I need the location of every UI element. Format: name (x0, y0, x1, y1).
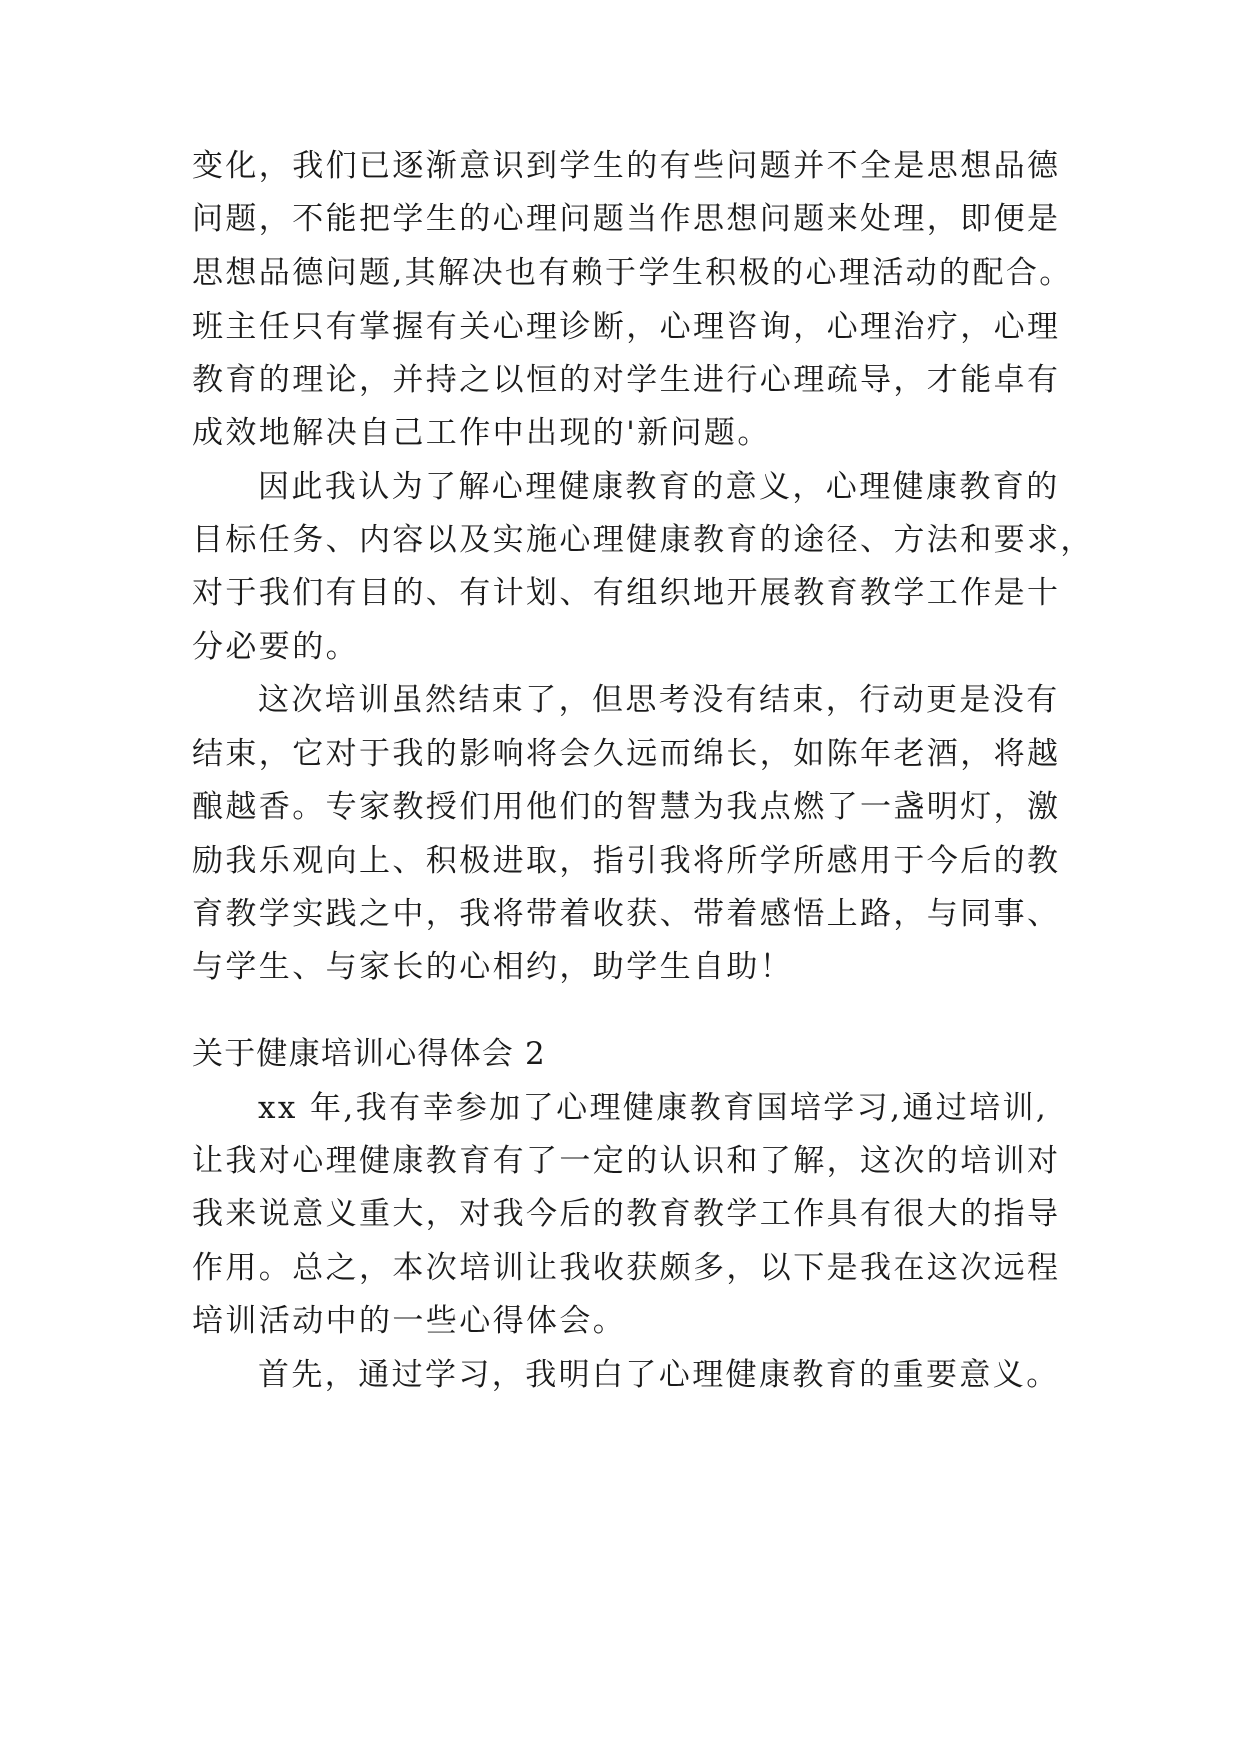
text-line: 问题，不能把学生的心理问题当作思想问题来处理，即便是 (192, 201, 1061, 237)
text-line: 目标任务、内容以及实施心理健康教育的途径、方法和要求， (192, 522, 1094, 558)
text-line: 成效地解决自己工作中出现的'新问题。 (192, 415, 771, 451)
text-line: 思想品德问题,其解决也有赖于学生积极的心理活动的配合。 (192, 255, 1073, 291)
text-line: 班主任只有掌握有关心理诊断，心理咨询，心理治疗，心理 (192, 309, 1061, 345)
text-line: 作用。总之，本次培训让我收获颇多，以下是我在这次远程 (192, 1250, 1061, 1286)
text-line: 我来说意义重大，对我今后的教育教学工作具有很大的指导 (192, 1196, 1061, 1232)
text-line: 励我乐观向上、积极进取，指引我将所学所感用于今后的教 (192, 843, 1061, 879)
text-line: 这次培训虽然结束了，但思考没有结束，行动更是没有 (258, 682, 1060, 718)
text-line: 分必要的。 (192, 629, 359, 665)
text-line: xx 年,我有幸参加了心理健康教育国培学习,通过培训, (258, 1090, 1049, 1126)
text-line: 变化，我们已逐渐意识到学生的有些问题并不全是思想品德 (192, 148, 1061, 184)
text-line: 与学生、与家长的心相约，助学生自助！ (192, 949, 794, 985)
text-line: 结束，它对于我的影响将会久远而绵长，如陈年老酒，将越 (192, 736, 1061, 772)
text-line: 首先，通过学习，我明白了心理健康教育的重要意义。 (258, 1357, 1060, 1393)
text-line: 让我对心理健康教育有了一定的认识和了解，这次的培训对 (192, 1143, 1061, 1179)
text-line: 教育的理论，并持之以恒的对学生进行心理疏导，才能卓有 (192, 362, 1061, 398)
section-title: 关于健康培训心得体会 2 (192, 1036, 546, 1072)
text-line: 酿越香。专家教授们用他们的智慧为我点燃了一盏明灯，激 (192, 789, 1061, 825)
text-line: 育教学实践之中，我将带着收获、带着感悟上路，与同事、 (192, 896, 1061, 932)
text-line: 培训活动中的一些心得体会。 (192, 1303, 627, 1339)
text-line: 对于我们有目的、有计划、有组织地开展教育教学工作是十 (192, 575, 1061, 611)
text-line: 因此我认为了解心理健康教育的意义，心理健康教育的 (258, 469, 1060, 505)
